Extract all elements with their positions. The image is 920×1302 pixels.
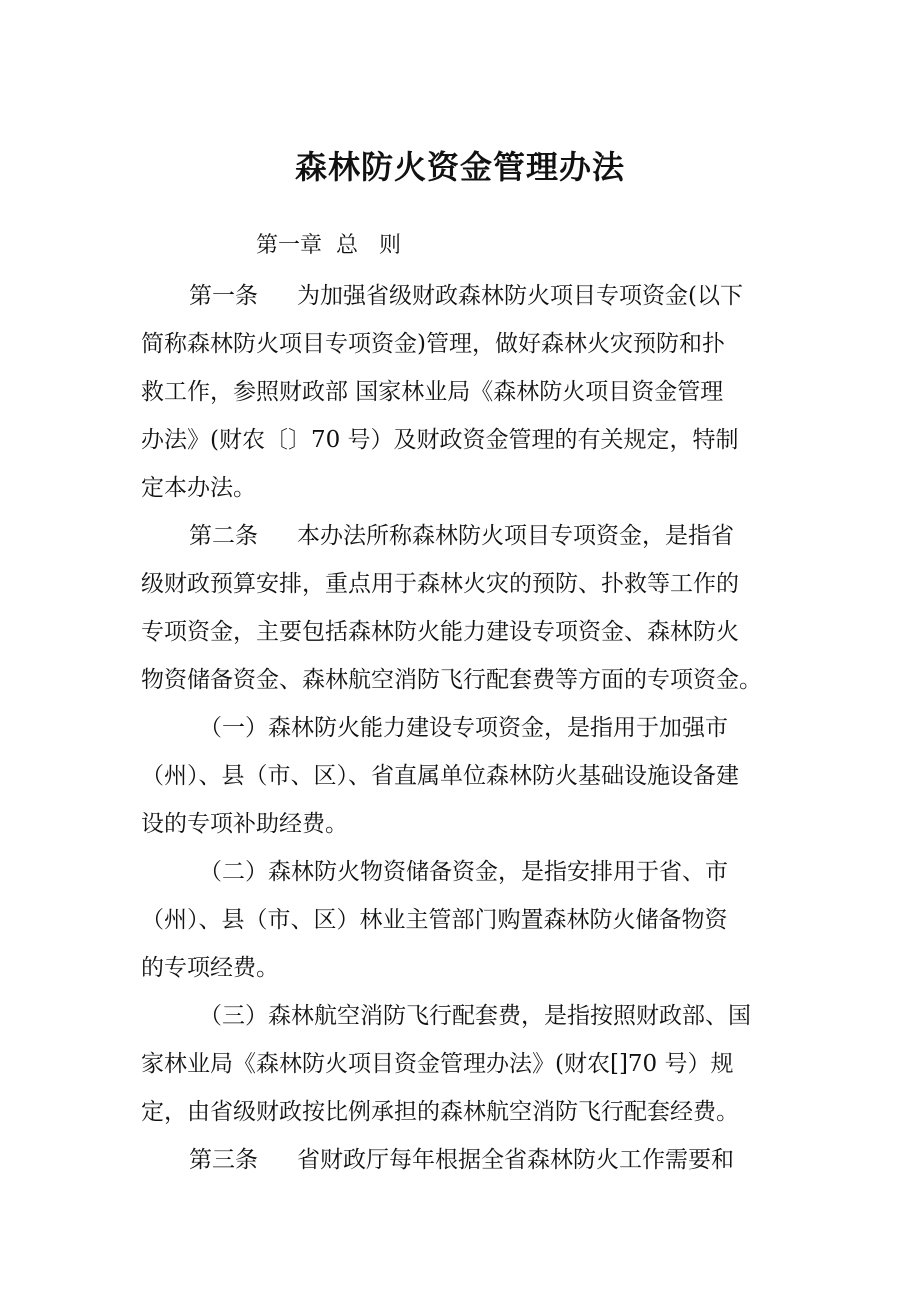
item-2-line-2: （州）、县（市、区）林业主管部门购置森林防火储备物资 [141,907,728,933]
article-2-line-4: 物资储备资金、森林航空消防飞行配套费等方面的专项资金。 [141,667,762,693]
article-2-line-3: 专项资金，主要包括森林防火能力建设专项资金、森林防火 [141,619,739,645]
article-2-text-1: 本办法所称森林防火项目专项资金，是指省 [297,523,734,549]
article-1-line-1 [141,272,791,320]
item-2-text-1: （二）森林防火物资储备资金，是指安排用于省、市 [199,859,728,885]
item-1-line-3: 设的专项补助经费。 [141,811,348,837]
article-3-text-1: 省财政厅每年根据全省森林防火工作需要和 [297,1147,734,1173]
article-1-label: 第一条 [189,283,258,309]
item-3-text-1: （三）森林航空消防飞行配套费，是指按照财政部、国 [199,1003,751,1029]
item-2-line-1 [141,848,791,896]
item-3-line-1 [141,992,791,1040]
item-3-line-3: 定，由省级财政按比例承担的森林航空消防飞行配套经费。 [141,1099,739,1125]
article-3-line-1 [141,1136,791,1184]
item-1-line-1 [141,704,791,752]
article-1-line-2: 简称森林防火项目专项资金)管理，做好森林火灾预防和扑 [141,331,725,357]
item-1-text-1: （一）森林防火能力建设专项资金，是指用于加强市 [199,715,728,741]
item-1-line-2: （州）、县（市、区）、省直属单位森林防火基础设施设备建 [141,763,739,789]
article-2-line-2: 级财政预算安排，重点用于森林火灾的预防、扑救等工作的 [141,571,739,597]
item-3-line-2: 家林业局《森林防火项目资金管理办法》(财农[]70 号）规 [141,1051,734,1077]
article-2-line-1 [141,512,791,560]
article-3-label: 第三条 [189,1147,258,1173]
article-2-label: 第二条 [189,523,258,549]
chapter-heading: 第一章 总 则 [256,233,401,258]
document-title: 森林防火资金管理办法 [294,148,625,186]
article-1-line-3: 救工作，参照财政部 国家林业局《森林防火项目资金管理 [141,379,724,405]
document-body [141,272,791,1184]
item-2-line-3: 的专项经费。 [141,955,279,981]
article-1-text-1: 为加强省级财政森林防火项目专项资金(以下 [297,283,743,309]
article-1-line-4: 办法》(财农〔〕70 号）及财政资金管理的有关规定，特制 [141,427,739,453]
article-1-line-5: 定本办法。 [141,475,256,501]
